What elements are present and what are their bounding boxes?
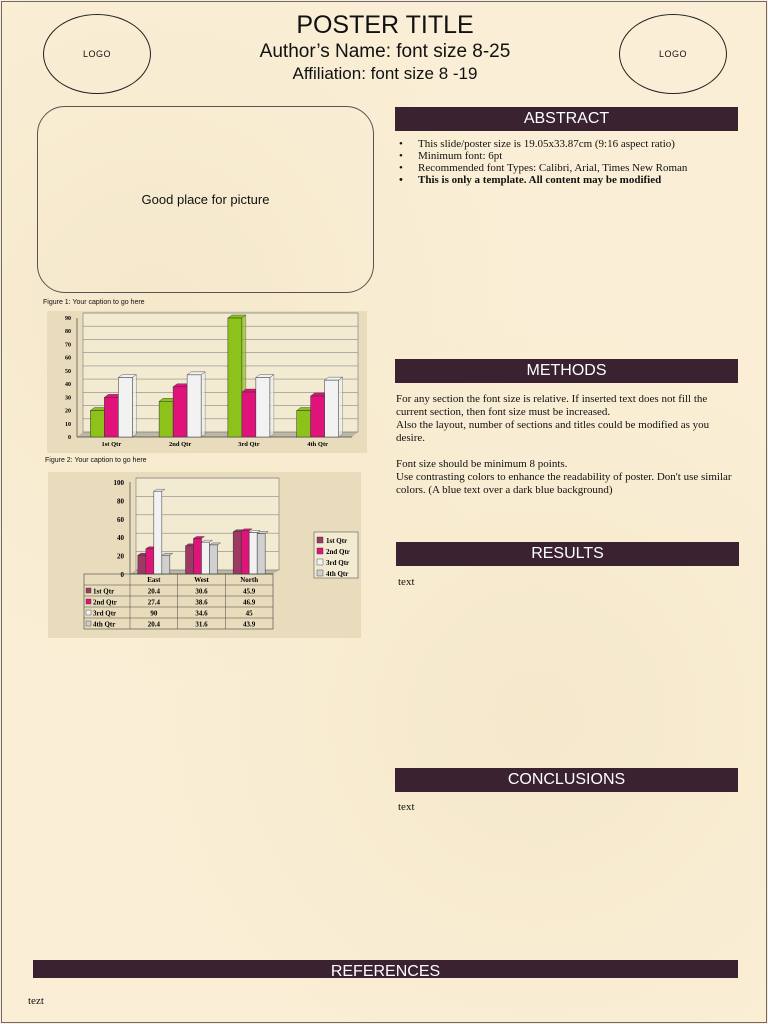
- abstract-body: [396, 138, 736, 186]
- methods-paragraph: Use contrasting colors to enhance the readability of poster. Don't use similar colors. (A blue text over a dark blue background): [396, 471, 732, 496]
- chart2-table-cell: 20.4: [147, 620, 160, 629]
- chart1-bar: [325, 380, 339, 437]
- chart2-ytick: 100: [113, 479, 124, 487]
- abstract-item: • This is only a template. All content may be modified: [396, 174, 736, 186]
- chart1-bar: [187, 375, 201, 437]
- chart2-bar: [233, 532, 241, 574]
- chart2-bar: [241, 531, 249, 574]
- poster-header: [150, 10, 620, 84]
- methods-paragraph: Also the layout, number of sections and titles could be modified as you desire.: [396, 419, 710, 444]
- abstract-heading: ABSTRACT: [395, 107, 738, 131]
- chart2-table-swatch: [86, 588, 91, 593]
- chart2-bar: [162, 555, 170, 574]
- chart1-ytick: 50: [65, 368, 71, 375]
- chart2-table-cell: 20.4: [147, 587, 160, 596]
- chart2-table-swatch: [86, 621, 91, 626]
- abstract-list: [396, 138, 736, 186]
- abstract-item: • Recommended font Types: Calibri, Arial, Times New Roman: [396, 162, 736, 174]
- chart2-table-header: North: [240, 576, 259, 584]
- abstract-item: • Minimum font: 6pt: [396, 150, 736, 162]
- chart2-table-header: West: [194, 576, 209, 584]
- chart2-bar: [186, 546, 194, 574]
- chart2-bar: [210, 545, 218, 574]
- references-text: tezt: [28, 995, 44, 1007]
- chart2-legend-label: 4th Qtr: [326, 570, 349, 578]
- author-name: Author’s Name: font size 8-25: [259, 41, 511, 62]
- figure1-chart-box: [47, 311, 367, 453]
- chart2-legend-label: 3rd Qtr: [326, 559, 350, 567]
- chart2-table-cell: 46.9: [243, 598, 256, 607]
- chart2-legend-swatch: [317, 537, 323, 543]
- figure1-caption: Figure 1: Your caption to go here: [43, 299, 145, 306]
- chart2-table-series-label: 1st Qtr: [93, 587, 115, 596]
- methods-heading: METHODS: [395, 359, 738, 383]
- chart2-table-series-label: 2nd Qtr: [93, 598, 117, 607]
- chart2-ytick: 60: [117, 515, 124, 524]
- chart1-xtick: 4th Qtr: [307, 441, 329, 448]
- chart2-bar: [138, 555, 146, 574]
- chart2-table-cell: 38.6: [195, 598, 208, 607]
- chart2-legend-swatch: [317, 570, 323, 576]
- figure2-chart-box: [48, 472, 361, 638]
- chart2-bar: [146, 549, 154, 574]
- methods-paragraph: Font size should be minimum 8 points.: [396, 458, 568, 470]
- methods-body: [396, 393, 736, 497]
- chart2-bar: [257, 534, 265, 574]
- chart1-bar: [242, 392, 256, 437]
- chart2-legend-swatch: [317, 559, 323, 565]
- chart2-table-series-label: 3rd Qtr: [93, 609, 117, 618]
- poster-title: POSTER TITLE: [296, 11, 474, 39]
- chart1-xtick: 3rd Qtr: [238, 441, 260, 448]
- chart1-ytick: 90: [65, 316, 71, 322]
- chart1-ytick: 0: [68, 435, 71, 441]
- chart1-bar: [159, 401, 173, 437]
- chart1-bar: [90, 411, 104, 437]
- methods-paragraph: For any section the font size is relative. If inserted text does not fill the current section, then font size must be increased.: [396, 393, 708, 418]
- chart1-bar: [228, 318, 242, 437]
- chart2-table-cell: 31.6: [195, 620, 208, 629]
- figure2-chart: [48, 472, 361, 638]
- chart1-ytick: 60: [65, 355, 71, 362]
- chart1-xtick: 1st Qtr: [101, 441, 122, 448]
- chart2-table-cell: 43.9: [243, 620, 256, 629]
- chart2-table-swatch: [86, 610, 91, 615]
- chart2-table-cell: 30.6: [195, 587, 208, 596]
- chart2-bar: [249, 533, 257, 574]
- chart1-bar-side: [270, 375, 274, 438]
- chart1-ytick: 70: [65, 342, 71, 349]
- chart2-ytick: 40: [117, 534, 124, 543]
- chart1-bar: [173, 387, 187, 437]
- chart2-legend-swatch: [317, 548, 323, 554]
- chart1-bar-side: [201, 372, 205, 437]
- references-heading: REFERENCES: [33, 960, 738, 978]
- chart2-table-swatch: [86, 599, 91, 604]
- chart1-bar: [104, 397, 118, 437]
- chart2-table-cell: 34.6: [195, 609, 208, 618]
- chart1-ytick: 80: [65, 329, 71, 336]
- abstract-item: • This slide/poster size is 19.05x33.87cm (9:16 aspect ratio): [396, 138, 736, 150]
- chart1-bar: [118, 378, 132, 438]
- chart2-bar: [202, 542, 210, 574]
- chart1-bar-side: [132, 375, 136, 438]
- chart2-ytick: 20: [117, 552, 124, 561]
- picture-placeholder: [37, 106, 374, 293]
- chart2-table-cell: 45: [245, 609, 253, 618]
- affiliation: Affiliation: font size 8 -19: [292, 64, 478, 83]
- chart2-table-cell: 27.4: [147, 598, 160, 607]
- picture-placeholder-text: Good place for picture: [141, 192, 270, 207]
- chart2-bar: [154, 491, 162, 574]
- chart1-ytick: 20: [65, 408, 71, 415]
- chart2-legend-label: 2nd Qtr: [326, 548, 350, 556]
- chart2-ytick: 0: [120, 571, 124, 579]
- figure1-chart: [47, 311, 367, 453]
- chart1-xtick: 2nd Qtr: [169, 441, 192, 448]
- chart2-table-cell: 90: [150, 609, 158, 618]
- chart1-bar: [256, 378, 270, 438]
- chart1-bar: [311, 396, 325, 437]
- chart2-table-header: East: [147, 576, 161, 584]
- conclusions-text: text: [398, 801, 415, 813]
- chart2-ytick: 80: [117, 497, 124, 506]
- chart1-ytick: 30: [65, 395, 71, 402]
- chart1-ytick: 40: [65, 382, 71, 389]
- chart2-legend-label: 1st Qtr: [326, 537, 348, 545]
- figure2-caption: Figure 2: Your caption to go here: [45, 457, 147, 464]
- chart2-table-series-label: 4th Qtr: [93, 620, 116, 629]
- chart2-bar: [194, 538, 202, 574]
- chart1-ytick: 10: [65, 421, 71, 428]
- conclusions-heading: CONCLUSIONS: [395, 768, 738, 792]
- logo-right: LOGO: [619, 14, 727, 94]
- chart1-bar-side: [339, 377, 343, 437]
- results-heading: RESULTS: [396, 542, 739, 566]
- results-text: text: [398, 576, 415, 588]
- chart2-table-cell: 45.9: [243, 587, 256, 596]
- logo-left: LOGO: [43, 14, 151, 94]
- chart1-bar: [297, 411, 311, 437]
